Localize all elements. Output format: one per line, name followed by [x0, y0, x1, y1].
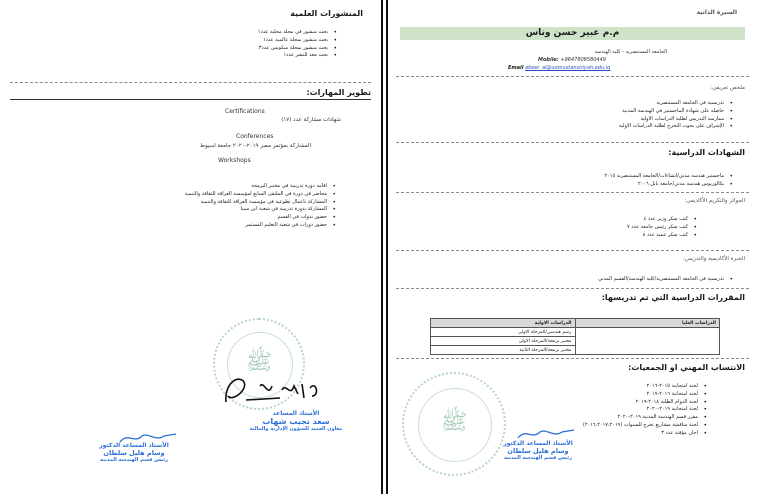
email-row: Email abeer_al@uomustansiriyah.edu.iq — [508, 65, 611, 71]
list-item: • لجنة الدوام الطلبة ٢٠١٨-٢٠١٩ — [583, 399, 707, 407]
education-list — [604, 173, 733, 189]
col-header-grad: الدراسات العليا — [575, 319, 720, 328]
divider — [396, 192, 749, 193]
list-item: • اجان مؤقتة عدد ٣ — [583, 430, 707, 438]
mobile-row: Mobile: +9647808580449 — [538, 57, 606, 63]
divider — [396, 358, 749, 359]
list-item: • كتب شكر وزير عدد ٤ — [627, 216, 697, 224]
list-item: • ماجستير هندسة مدني/انشاءات/الجامعة المستنصرية ٢٠١٥ — [604, 173, 733, 181]
list-item: • بحث معد للنشر عدد١ — [258, 52, 337, 60]
list-item: • تدريسية في الجامعة المستنصرية — [619, 100, 733, 108]
mobile-number: +9647808580449 — [560, 57, 606, 63]
summary-title: ملخص تعريفي: — [710, 85, 745, 91]
stamp-logo-icon: ﷺ — [440, 410, 468, 435]
list-item: • المشاركة باعمال تطوعية في مؤسسة العراقة للثقافة والتنمية — [185, 199, 336, 207]
memberships-title: الانتساب المهني او الجمعيات: — [628, 363, 745, 372]
email-link[interactable]: abeer_al@uomustansiriyah.edu.iq — [525, 65, 611, 71]
affiliation: الجامعة المستنصرية - كلية الهندسة — [594, 49, 667, 55]
list-item: • ممارسة التدريس لطلبة الدراسات الاولية — [619, 116, 733, 124]
list-item: • حاصلة على شهادة الماجستير في الهندسة المدنية — [619, 108, 733, 116]
list-item: • لجنة مناقشة مشاريع تخرج للسنوات (٢٠١٦،٢٠١٧،٢٠١٩) — [583, 422, 707, 430]
list-item: • الإشراف على بحوث التخرج لطلبة الدراسات الاولية — [619, 123, 733, 131]
table-row — [431, 328, 720, 337]
summary-list — [619, 100, 733, 131]
person-name: م.م عبير حسن وناس — [400, 27, 745, 40]
signature-block-department-head: الأستاذ المساعد الدكتور وسام هليل سلطان رئيس قسم الهندسة المدنية — [503, 440, 573, 461]
table-cell: رسم هندسي/المرحلة الاولى — [431, 328, 576, 337]
publications-title: المنشورات العلمية — [290, 9, 363, 18]
list-item: • المشاركة بدورة تدريبية في شعبة ابن سينا — [185, 206, 336, 214]
publications-list — [258, 29, 337, 60]
list-item: • حضور دورات في شعبة التعليم المستمر — [185, 222, 336, 230]
signature-block-department-head: الأستاذ المساعد الدكتور وسام هليل سلطان رئيس قسم الهندسة المدنية — [99, 442, 169, 463]
divider — [10, 82, 371, 83]
experience-list — [598, 276, 733, 284]
courses-table — [430, 318, 720, 355]
workshops-title: Workshops — [218, 157, 251, 164]
list-item: • كتب شكر رئيس جامعة عدد ٧ — [627, 224, 697, 232]
divider — [10, 99, 371, 100]
divider — [396, 142, 749, 143]
education-title: الشهادات الدراسية: — [668, 148, 745, 157]
col-header-undergrad: الدراسات الاولية — [431, 319, 576, 328]
list-item: • بحث منشور بمجلة عالمية عدد١ — [258, 37, 337, 45]
divider — [396, 288, 749, 289]
conferences-text: المشاركة بمؤتمر مصر ٢٠١٩-٢٠٢٠ جامعة اسيوط — [200, 143, 311, 149]
certifications-title: Certifications — [225, 108, 265, 115]
list-item: • بحث منشور في مجلة محلية عدد١ — [258, 29, 337, 37]
table-cell: مختبر برمجة/المرحلة الاولى — [431, 337, 576, 346]
list-item: • لجنة امتحانية ٢٠١٥-٢٠١٦ — [583, 383, 707, 391]
awards-list — [627, 216, 697, 239]
memberships-list — [583, 383, 707, 438]
divider — [396, 76, 749, 77]
courses-title: المقررات الدراسية التي تم تدريسها: — [601, 293, 745, 302]
official-stamp — [402, 372, 506, 476]
conferences-title: Conferences — [236, 133, 274, 140]
table-cell: مختبر برمجة/المرحلة الثانية — [431, 346, 576, 355]
doc-title: السيرة الذاتية — [696, 9, 737, 16]
list-item: • بحث منشور بمجلة سكوبس عدد٣ — [258, 45, 337, 53]
experience-title: الخبرة الأكاديمية والتدريس: — [682, 256, 745, 262]
signature-block-dean-assistant: الأستاذ المساعد سعد نجيب شهاب معاون العميد للشؤون الإدارية والمالية — [249, 410, 343, 432]
list-item: • كتب شكر عميد عدد ٨ — [627, 232, 697, 240]
handwritten-signature — [220, 372, 330, 412]
skills-title: تطوير المهارات: — [306, 88, 371, 97]
stamp-logo-icon: ﷺ — [245, 350, 273, 375]
cv-page-1 — [386, 0, 757, 494]
grad-cell — [575, 328, 720, 355]
certifications-text: شهادات مشاركة عدد (١٧) — [281, 117, 341, 123]
list-item: • اقامة دورة تدريبية في مختبر البرمجة — [185, 183, 336, 191]
list-item: • مقرر قسم الهندسة المدنية ٢٠١٩-٢٠٢٠ — [583, 414, 707, 422]
list-item: • بكالوريوس هندسة مدني/جامعة بابل ٢٠٠٦ — [604, 181, 733, 189]
list-item: • محاضر في دورة في الملتقى السابع لمؤسسة العراقة للثقافة والتنمية — [185, 191, 336, 199]
list-item: • حضور ندوات في القسم — [185, 214, 336, 222]
divider — [396, 250, 749, 251]
list-item: • لجنة امتحانية ٢٠١٦-٢٠١٧ — [583, 391, 707, 399]
awards-title: الجوائز والتكريم الأكاديمي: — [684, 198, 745, 204]
list-item: • تدريسية في الجامعة المستنصرية/كلية الهندسة/القسم المدني — [598, 276, 733, 284]
workshops-list — [185, 183, 336, 230]
list-item: • لجنة امتحانية ٢٠١٩-٢٠٢٠ — [583, 406, 707, 414]
